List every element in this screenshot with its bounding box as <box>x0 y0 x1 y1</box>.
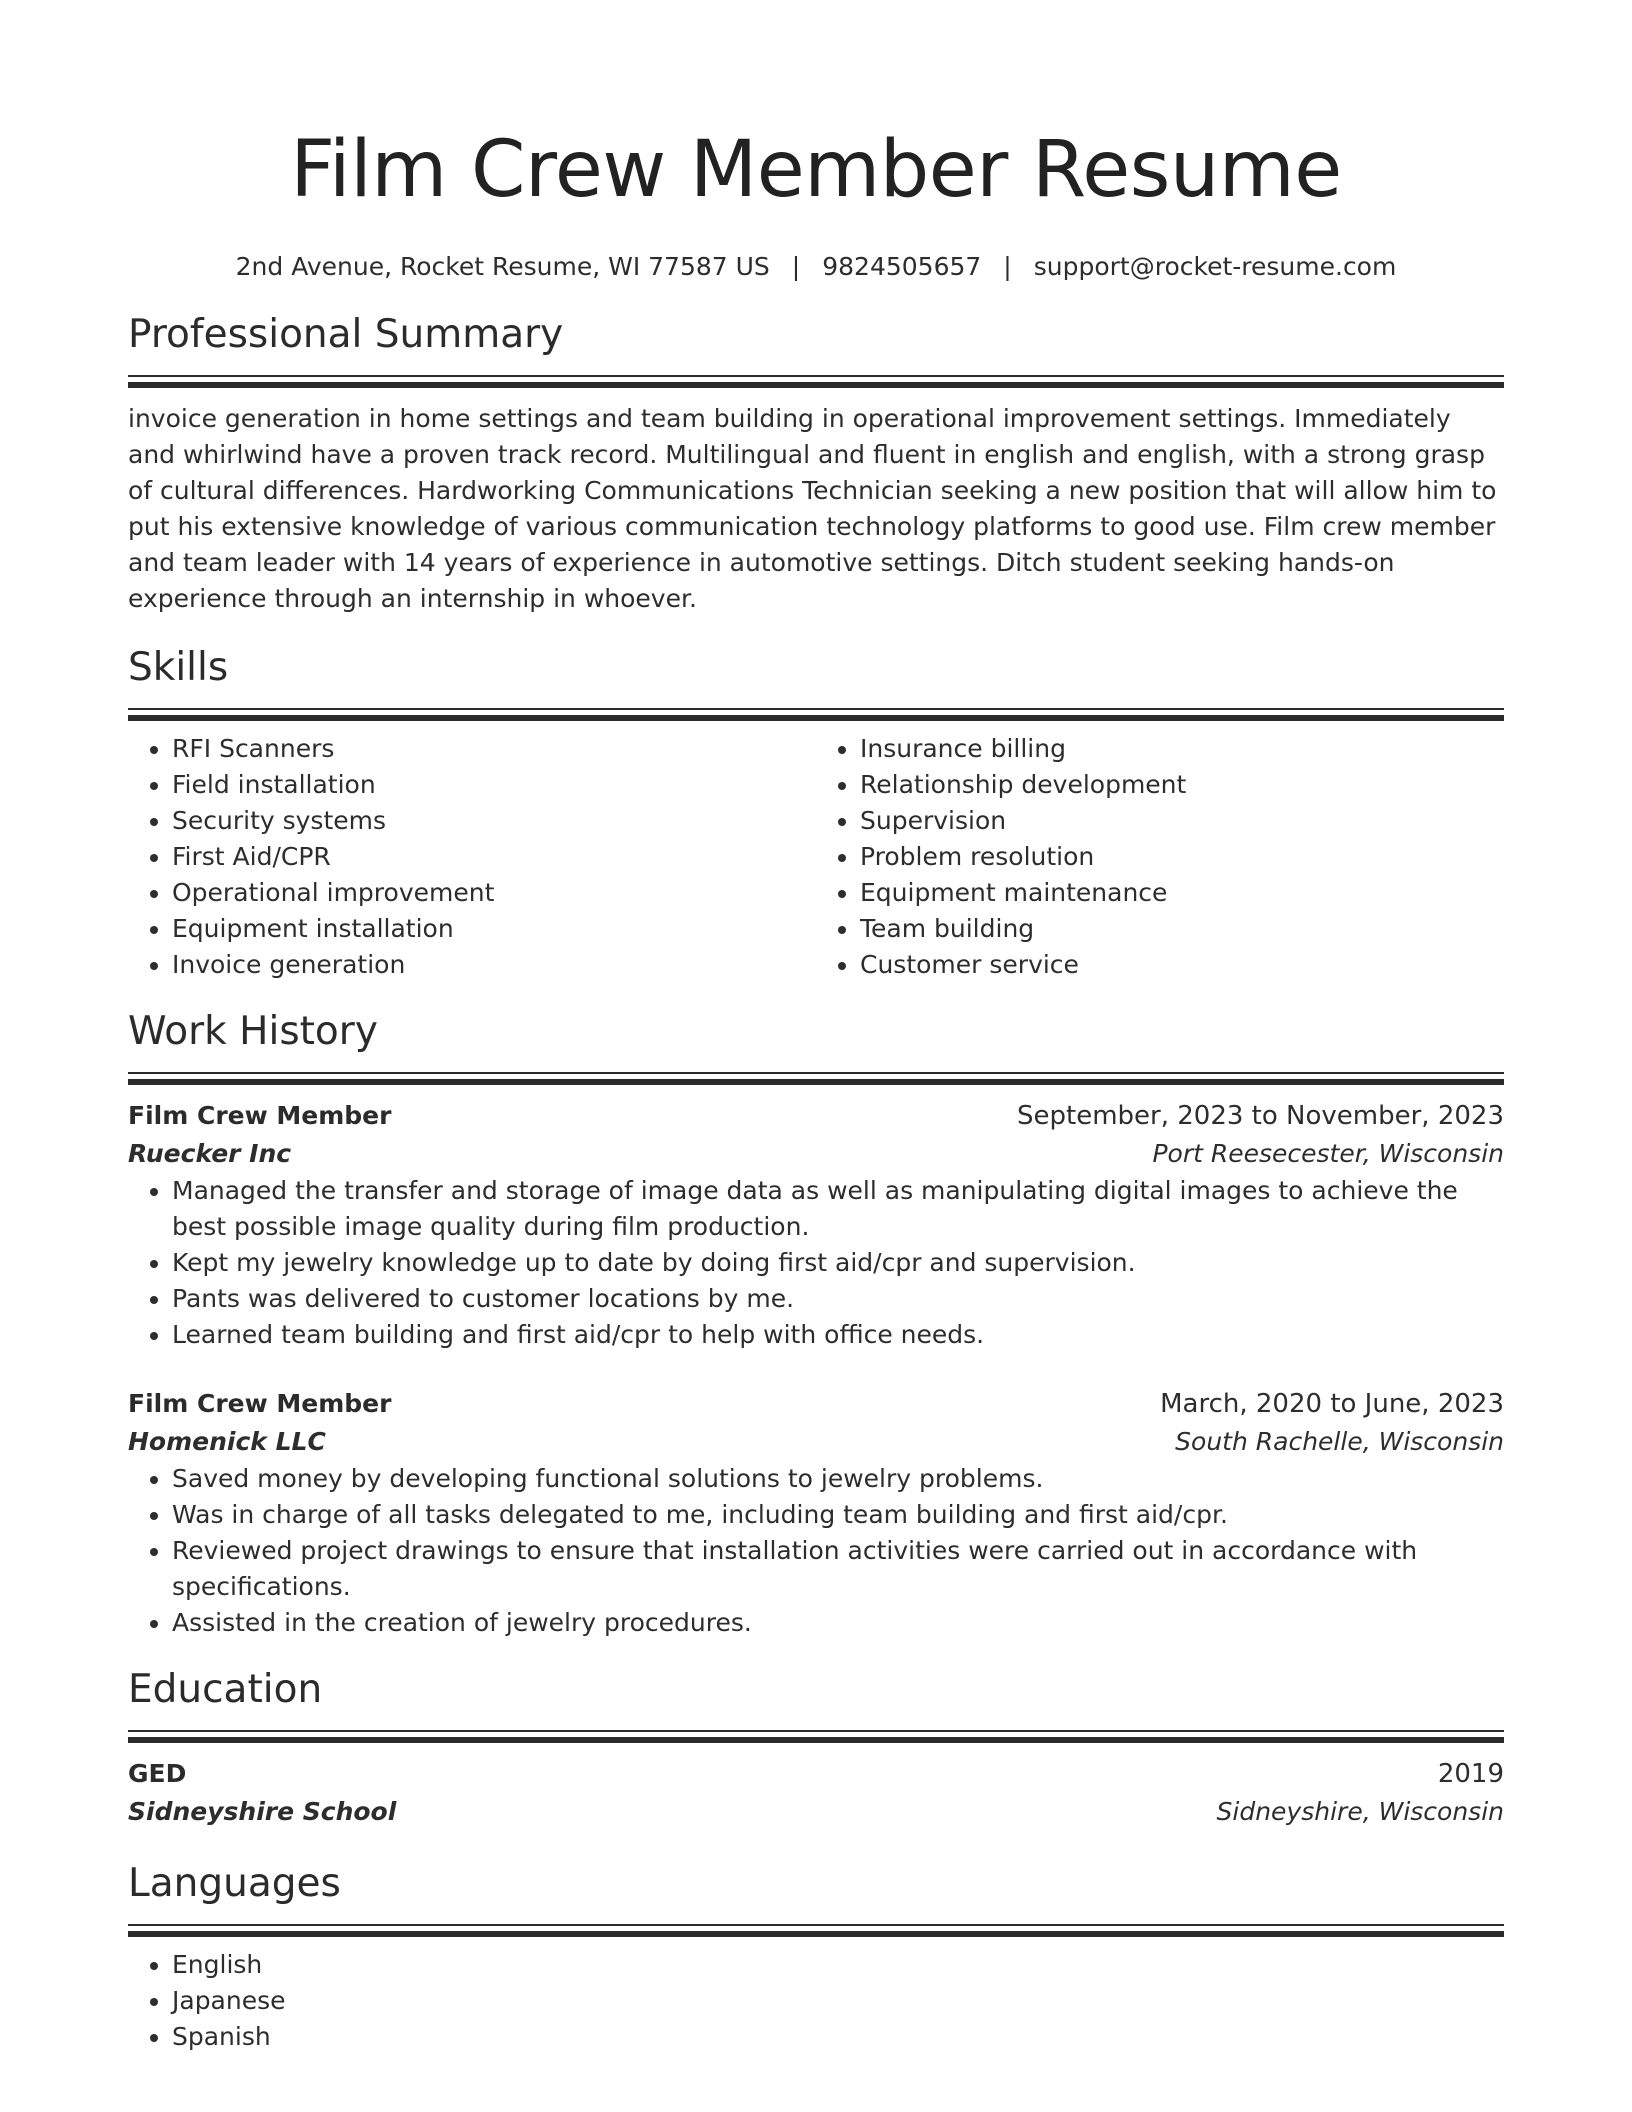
education-entry <box>128 1755 1504 1831</box>
skill-item: • Security systems <box>172 803 816 839</box>
job-dates: September, 2023 to November, 2023 <box>1017 1101 1504 1131</box>
job-header <box>128 1385 1504 1423</box>
job-subheader <box>128 1135 1504 1173</box>
skill-item: • First Aid/CPR <box>172 839 816 875</box>
skills-column-right <box>816 731 1504 983</box>
section-title-skills: Skills <box>128 645 229 690</box>
job-company: Homenick LLC <box>128 1427 326 1456</box>
section-title-languages: Languages <box>128 1861 341 1906</box>
skill-item: • Invoice generation <box>172 947 816 983</box>
language-item: • Spanish <box>172 2019 1504 2055</box>
skill-item: • Field installation <box>172 767 816 803</box>
skill-item: • Customer service <box>860 947 1504 983</box>
section-divider <box>128 1072 1504 1079</box>
skill-item: • Operational improvement <box>172 875 816 911</box>
education-year: 2019 <box>1437 1759 1504 1789</box>
job-bullet: • Saved money by developing functional solutions to jewelry problems. <box>172 1461 1504 1497</box>
section-divider <box>128 375 1504 382</box>
job-bullets <box>128 1461 1504 1641</box>
job-entry <box>128 1385 1504 1641</box>
job-bullet: • Assisted in the creation of jewelry procedures. <box>172 1605 1504 1641</box>
skill-item: • Equipment maintenance <box>860 875 1504 911</box>
job-location: South Rachelle, Wisconsin <box>1175 1427 1504 1456</box>
job-bullet: • Pants was delivered to customer locations by me. <box>172 1281 1504 1317</box>
contact-phone: 9824505657 <box>822 252 982 281</box>
job-bullets <box>128 1173 1504 1353</box>
work-section <box>128 1007 1504 1641</box>
summary-text: invoice generation in home settings and team building in operational improvement settings. Immediately and whirlwind have a proven track record. Multilingual and fluent in english and english, with a strong grasp of cultural differences. Hardworking Communications Technician seeking a new position that will allow him to put his extensive knowledge of various communication technology platforms to good use. Film crew member and team leader with 14 years of experience in automotive settings. Ditch student seeking hands-on experience through an internship in whoever. <box>128 404 1497 613</box>
job-subheader <box>128 1423 1504 1461</box>
languages-section <box>128 1859 1504 2055</box>
skill-item: • Team building <box>860 911 1504 947</box>
job-dates: March, 2020 to June, 2023 <box>1160 1389 1504 1419</box>
education-header <box>128 1755 1504 1793</box>
summary-section <box>128 310 1504 617</box>
skill-item: • Relationship development <box>860 767 1504 803</box>
education-subheader <box>128 1793 1504 1831</box>
skill-item: • Supervision <box>860 803 1504 839</box>
section-divider <box>128 708 1504 715</box>
contact-line <box>128 250 1504 284</box>
education-school: Sidneyshire School <box>128 1797 397 1826</box>
job-bullet: • Managed the transfer and storage of image data as well as manipulating digital images to achieve the best possible image quality during film production. <box>172 1173 1504 1245</box>
contact-separator: | <box>791 252 801 281</box>
section-divider <box>128 1924 1504 1931</box>
language-item: • English <box>172 1947 1504 1983</box>
job-title: Film Crew Member <box>128 1389 392 1418</box>
job-entry <box>128 1097 1504 1353</box>
skill-item: • Equipment installation <box>172 911 816 947</box>
contact-address: 2nd Avenue, Rocket Resume, WI 77587 US <box>235 252 770 281</box>
language-item: • Japanese <box>172 1983 1504 2019</box>
job-company: Ruecker Inc <box>128 1139 292 1168</box>
skills-list-left <box>128 731 816 983</box>
skill-item: • Problem resolution <box>860 839 1504 875</box>
job-title: Film Crew Member <box>128 1101 392 1130</box>
education-location: Sidneyshire, Wisconsin <box>1216 1797 1504 1826</box>
education-section <box>128 1665 1504 1831</box>
job-bullet: • Learned team building and first aid/cpr to help with office needs. <box>172 1317 1504 1353</box>
section-divider <box>128 1730 1504 1737</box>
section-title-education: Education <box>128 1667 323 1712</box>
job-header <box>128 1097 1504 1135</box>
resume-title: Film Crew Member Resume <box>290 125 1342 215</box>
skills-column-left <box>128 731 816 983</box>
job-location: Port Reesecester, Wisconsin <box>1152 1139 1504 1168</box>
job-bullet: • Kept my jewelry knowledge up to date by doing first aid/cpr and supervision. <box>172 1245 1504 1281</box>
skill-item: • Insurance billing <box>860 731 1504 767</box>
contact-separator: | <box>1003 252 1012 281</box>
contact-email: support@rocket-resume.com <box>1033 252 1397 281</box>
skills-list-right <box>816 731 1504 983</box>
languages-list <box>128 1947 1504 2055</box>
skill-item: • RFI Scanners <box>172 731 816 767</box>
section-title-work: Work History <box>128 1009 378 1054</box>
skills-section <box>128 643 1504 983</box>
job-bullet: • Reviewed project drawings to ensure that installation activities were carried out in accordance with specifications. <box>172 1533 1504 1605</box>
job-bullet: • Was in charge of all tasks delegated to me, including team building and first aid/cpr. <box>172 1497 1504 1533</box>
education-degree: GED <box>128 1759 187 1788</box>
skills-grid <box>128 731 1504 983</box>
section-title-summary: Professional Summary <box>128 312 564 357</box>
